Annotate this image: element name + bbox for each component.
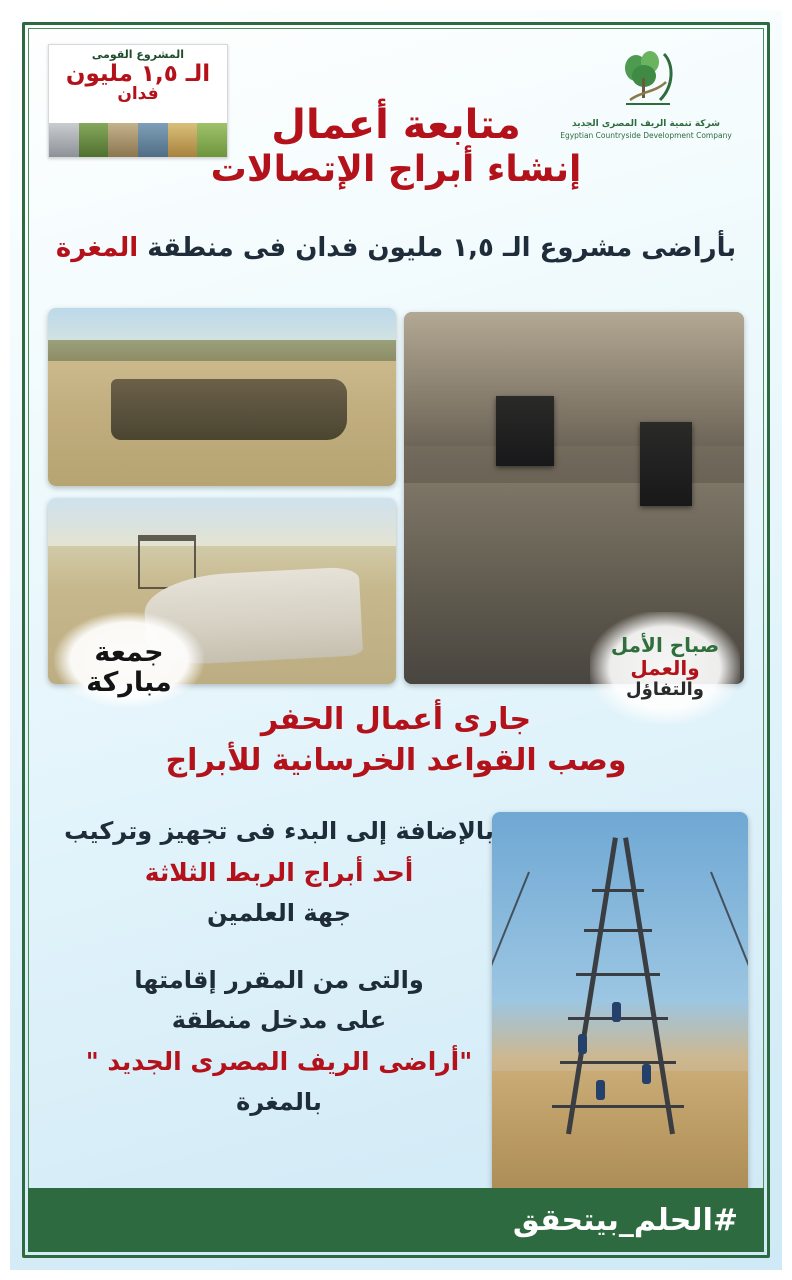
body-paragraph-1: بالإضافة إلى البدء فى تجهيز وتركيب: [64, 817, 494, 845]
title-line-2: إنشاء أبراج الإتصالات: [210, 149, 582, 191]
caption-red: [50, 700, 742, 781]
body-paragraph-3: جهة العلمين: [206, 898, 352, 927]
body-paragraph-2: أحد أبراج الربط الثلاثة: [144, 857, 414, 887]
poster-footer: [28, 1188, 764, 1252]
subtitle-prefix: بأراضى مشروع الـ ١,٥ مليون فدان فى منطقة: [147, 233, 737, 263]
company-name-en: Egyptian Countryside Development Company: [560, 131, 732, 141]
sticker-morning-line-1: صباح الأمل: [610, 633, 720, 657]
poster-header: [36, 40, 756, 230]
body-paragraph-4: والتى من المقرر إقامتها: [134, 965, 424, 994]
photo-tower-assembly: [492, 812, 748, 1204]
sticker-morning-line-3: والتفاؤل: [626, 679, 704, 700]
page-subtitle: [40, 232, 752, 266]
body-paragraph-5: على مدخل منطقة: [171, 1006, 387, 1035]
body-paragraph-7: بالمغرة: [236, 1088, 322, 1117]
page-title: [36, 102, 756, 192]
company-name-ar: شركة تنمية الريف المصرى الجديد: [572, 119, 720, 129]
footer-hashtag: #الحلم_بيتحقق: [512, 1202, 738, 1238]
subtitle-location: المغرة: [55, 233, 139, 263]
sticker-blessing: جمعة مباركة: [54, 612, 204, 708]
national-logo-main-text: الـ ١,٥ مليون: [65, 61, 211, 87]
national-logo-top-text: المشروع القومى: [91, 48, 185, 61]
body-paragraph-6: "أراضى الريف المصرى الجديد ": [85, 1047, 473, 1077]
lower-text-block: [44, 814, 514, 1126]
photo-excavation-desert: [48, 308, 396, 486]
sticker-morning-line-2: والعمل: [630, 656, 700, 680]
photo-gallery: [48, 308, 744, 700]
national-logo-sub-text: فدان: [117, 84, 159, 105]
caption-red-line-1: جارى أعمال الحفر: [260, 702, 532, 737]
caption-red-line-2: وصب القواعد الخرسانية للأبراج: [165, 742, 627, 778]
title-line-1: متابعة أعمال: [271, 102, 521, 148]
lower-section: [44, 808, 748, 1218]
